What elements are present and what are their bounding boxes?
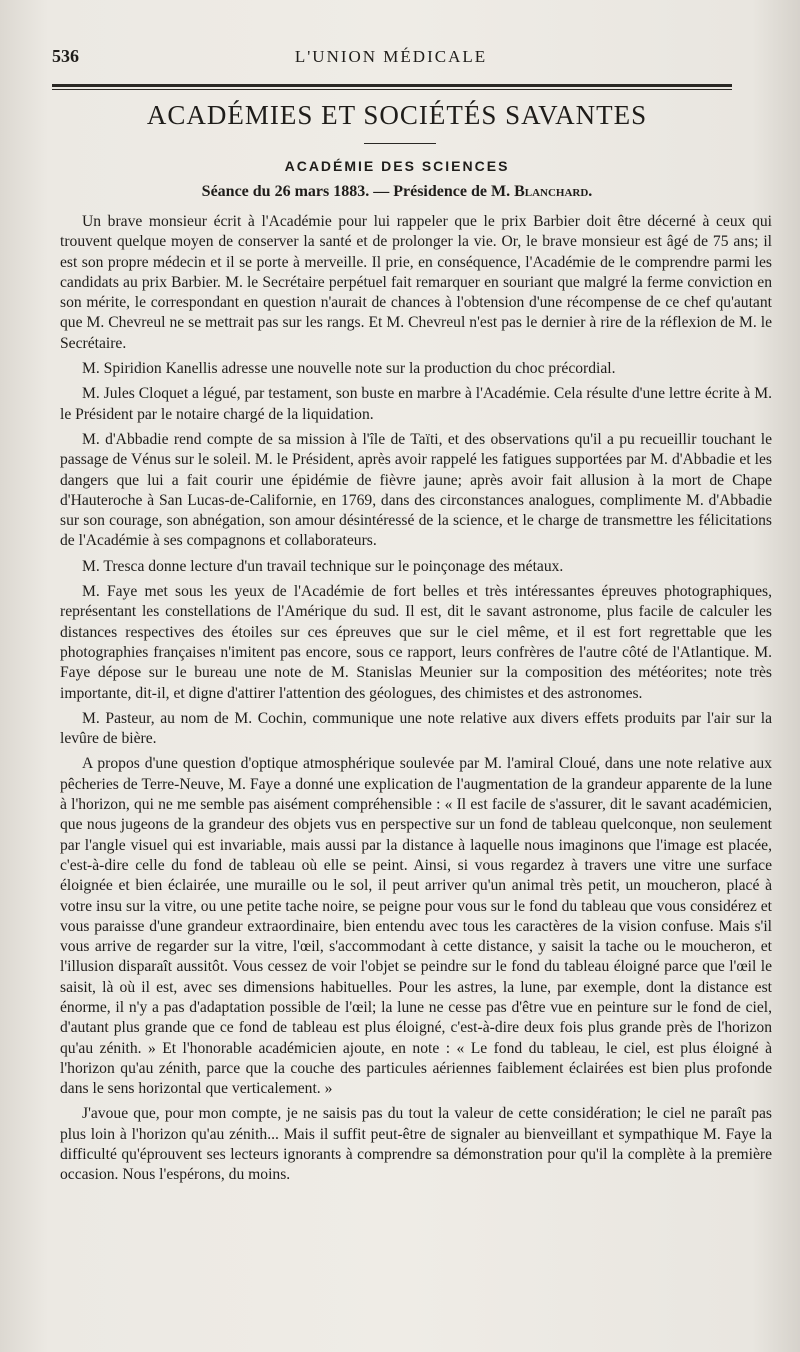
- session-president: Blanchard.: [514, 183, 593, 200]
- header-rule: [52, 84, 732, 90]
- paragraph-kanellis: M. Spiridion Kanellis adresse une nouvelle note sur la production du choc précordial.: [82, 360, 616, 378]
- paragraph-faye-photos: M. Faye met sous les yeux de l'Académie de fort belles et très intéressantes épreuves photographiques, représentant les constellations de l'Amérique du sud. Il est, dit le savant astronome, plus facile de calculer les distances respectives des étoiles sur ces épreuves que sur le ciel même, et il est fort regrettable que les photographies françaises n'imitent pas encore, sous ce rapport, leurs confrères de l'autre côté de l'Atlantique. M. Faye dépose sur le bureau une note de M. Stanislas Meunier sur la composition des météorites; note très importante, dit-il, et digne d'attirer l'attention des géologues, des chimistes et des astronomes.: [60, 583, 772, 702]
- article-body: [60, 212, 772, 1186]
- session-text: Séance du 26 mars 1883. — Présidence de M.: [201, 183, 511, 200]
- paragraph-conclusion: J'avoue que, pour mon compte, je ne saisis pas du tout la valeur de cette considération; le ciel ne paraît pas plus loin à l'horizon qu'au zénith... Mais il suffit peut-être de signaler au bienveillant et sympathique M. Faye la difficulté qu'éprouvent ses lecteurs ignorants à comprendre sa démonstration pour qu'il la complète à la première occasion. Nous l'espérons, du moins.: [60, 1105, 772, 1184]
- paragraph-optique: A propos d'une question d'optique atmosphérique soulevée par M. l'amiral Cloué, dans une note relative aux pêcheries de Terre-Neuve, M. Faye a donné une explication de l'augmentation de la grandeur apparente de la lune à l'horizon, qui ne me semble pas aisément compréhensible : « Il est facile de s'assurer, dit le savant académicien, que nous jugeons de la grandeur des objets vus en perspective sur un fond de tableau quelconque, non seulement par l'angle visuel qui est invariable, mais aussi par la distance à laquelle nous imaginons que l'image est placée, c'est-à-dire celle du fond de tableau où elle se peint. Ainsi, si vous regardez à travers une vitre une surface éloignée et bien éclairée, une muraille ou le sol, il peut arriver qu'un animal très petit, un moucheron, placé à votre insu sur la vitre, ou une petite tache noire, se peigne pour vous sur le fond du tableau que vous considérez et vous paraisse d'une grandeur extraordinaire, bien entendu avec tous les caractères de la vision confuse. Mais s'il vous arrive de regarder sur la vitre, l'œil, s'accommodant à cette distance, y saisit la tache ou le moucheron, et l'illusion disparaît aussitôt. Vous cessez de voir l'objet se peindre sur le fond du tableau éloigné parce que l'œil le saisit, là où il est, avec ses dimensions habituelles. Pour les astres, la lune, par exemple, dont la distance est énorme, il n'y a pas d'adaptation possible de l'œil; la lune ne cesse pas d'être vue en peinture sur le fond de ciel, d'autant plus grande que ce fond de tableau est plus éloigné, c'est-à-dire deux fois plus grande près de l'horizon qu'au zénith. » Et l'honorable académicien ajoute, en note : « Le fond du tableau, le ciel, est plus éloigné à l'horizon qu'au zénith, parce que la couche des particules aériennes faiblement éclairées est bien plus profonde dans le sens horizontal que verticalement. »: [60, 755, 772, 1098]
- session-line: [52, 183, 742, 201]
- title-divider: [364, 143, 436, 144]
- paragraph-prix-barbier: Un brave monsieur écrit à l'Académie pour lui rappeler que le prix Barbier doit être décerné à ceux qui trouvent quelque moyen de conserver la santé et de prolonger la vie. Or, le brave monsieur est âgé de 75 ans; il est son propre médecin et il se porte à merveille. Il prie, en conséquence, l'Académie de le comprendre parmi les candidats au prix Barbier. M. le Secrétaire perpétuel fait remarquer en souriant que malgré la ferme conviction en son mérite, le correspondant en question n'aurait de chances à l'obtension d'une récompense de ce chef qu'autant que M. Chevreul ne se mettrait pas sur les rangs. Et M. Chevreul n'est pas le dernier à rire de la réflexion de M. le Secrétaire.: [60, 213, 772, 352]
- journal-name: L'UNION MÉDICALE: [294, 47, 488, 66]
- paragraph-abbadie: M. d'Abbadie rend compte de sa mission à l'île de Taïti, et des observations qu'il a pu recueillir touchant le passage de Vénus sur le soleil. M. le Président, après avoir rappelé les fatigues supportées par M. d'Abbadie et les dangers que lui a fait courir une épidémie de fièvre jaune; après avoir fait allusion à la mort de Chape d'Hauteroche à San Lucas-de-Californie, en 1769, dans des circonstances analogues, complimente M. d'Abbadie sur son courage, son abnégation, son amour désintéressé de la science, et le charge de transmettre les félicitations de l'Académie à ses compagnons et collaborateurs.: [60, 430, 772, 550]
- page-number: 536: [52, 46, 79, 66]
- paragraph-cloquet: M. Jules Cloquet a légué, par testament, son buste en marbre à l'Académie. Cela résulte d'une lettre écrite à M. le Président par le notaire chargé de la liquidation.: [60, 385, 772, 423]
- paragraph-pasteur: M. Pasteur, au nom de M. Cochin, communique une note relative aux divers effets produits par l'air sur la levûre de bière.: [60, 709, 772, 748]
- section-title: ACADÉMIES ET SOCIÉTÉS SAVANTES: [146, 100, 648, 130]
- subsection-title: ACADÉMIE DES SCIENCES: [284, 158, 510, 174]
- running-head: [52, 46, 730, 74]
- paragraph-tresca: M. Tresca donne lecture d'un travail technique sur le poinçonage des métaux.: [82, 557, 564, 575]
